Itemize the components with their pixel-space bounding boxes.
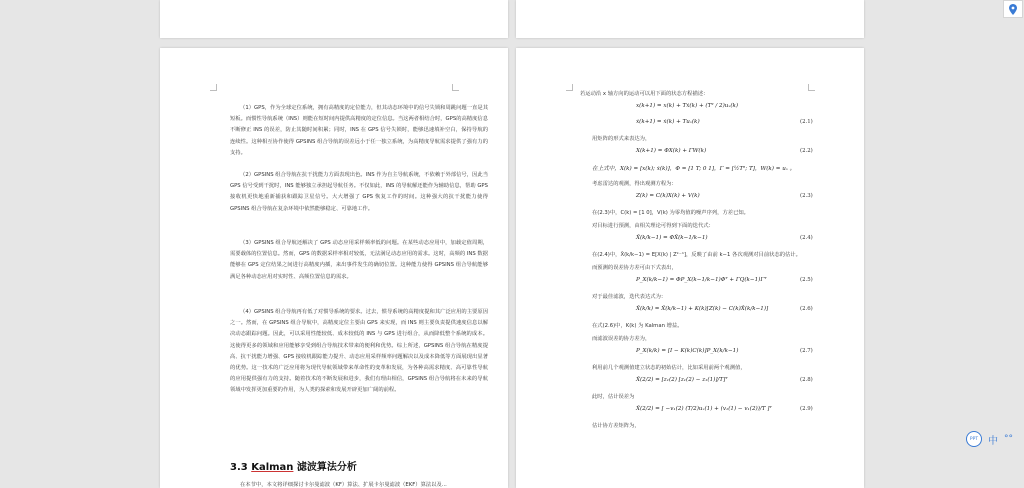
location-pin-icon [1009, 4, 1017, 15]
equation: ẋ(k+1) = ẋ(k) + Tuₓ(k) [636, 119, 700, 125]
equation-number: (2.8) [800, 377, 813, 383]
body-text-line: 在(2.3)中，C(k) = [1 0]，V(k) 为零均值的噪声序列，方差已知。 [592, 210, 749, 216]
body-text-line: 对于最佳滤波，迭代表达式为： [592, 294, 667, 300]
section-heading [230, 458, 357, 473]
equation: x(k+1) = x(k) + Tẋ(k) + (T² / 2)uₓ(k) [636, 103, 739, 109]
equation: X̂(k/k−1) = ΦX̂(k−1/k−1) [636, 235, 708, 241]
scrollbar[interactable] [1020, 0, 1024, 483]
body-text-line: 估计协方差矩阵为， [592, 423, 640, 429]
equation: X̃(2/2) = [ −v₁(2) (T/2)uₓ(1) + (v₁(1) − v₁(2))/T ]ᵀ [636, 406, 772, 412]
equation-number: (2.7) [800, 348, 813, 354]
previous-page-right [516, 0, 864, 38]
equation: Z(k) = C(k)X(k) + V(k) [636, 193, 700, 199]
floating-toolbar [966, 430, 1013, 448]
equation-number: (2.3) [800, 193, 813, 199]
section-title: 滤波算法分析 [296, 462, 357, 473]
crop-mark [452, 84, 459, 91]
equation: X̂(2/2) = [z₁(2) [z₁(2) − z₁(1)]/T]ᵀ [636, 377, 728, 383]
document-page-left [160, 48, 508, 488]
body-text-line: 利用前几个观测值建立状态的初始估计，比如采用前两个观测值， [592, 365, 746, 371]
paragraph: （1）GPS，作为全球定位系统，拥有高精度的定位能力，但其动态环境中的信号失锁和周跳问题一直是其短板。而惯性导航系统（INS）则能在短时间内提供高精度的定位信息。当这两者相结合时，GPS的高精度信息不断修正 INS 的误差，防止其随时间积累；同时，INS 在 GPS 信号失锁时，能够迅速填补空白，保持导航的连续性。这种相互协作使得 GPSINS 组合导航的误差远小于任一独立系统，为高精度导航需求提供了强有力的支持。 [230, 105, 488, 156]
paragraph: （4）GPSINS 组合导航再有低了对惯导系统的要求。过去，惯导系统的高精度提和其广泛应用的主要原因之一。然而，在 GPSINS 组合导航中，高精度定位主要由 GPS 来实现，而 INS 则主要负责提供速度信息以解决动态跟踪问题。因此，可以采用性能较低、成本较低的 INS 与 GPS 进行组合，从而降低整个系统的成本。这使得更多的领域和应用能够享受到组合导航技术带来的便利和优势。综上所述，GPSINS 组合导航在精度提高、抗干扰能力增强、GPS 接收机跟踪能力提升、动态应用采样频率问题解决以及成本降低等方面展现出显著的优势。这一技术的广泛应用将为现代导航领域带来革命性的变革和发展，为各种高需求精度、高可靠性导航的应用提供强有力的支持。随着技术的不断发展和进步，我们有理由相信，GPSINS 组合导航将在未来的导航领域中发挥更加重要的作用，为人类的探索和发展开辟更加广阔的前程。 [230, 309, 488, 394]
section-number: 3.3 [230, 462, 248, 473]
body-text-line: 而滤波误差的协方差为， [592, 336, 651, 342]
body-text-line: 此时，估计误差为 [592, 394, 635, 400]
equation-number: (2.1) [800, 119, 813, 125]
body-text-line: 而预测的误差协方差可由下式表出， [592, 265, 677, 271]
previous-page-left [160, 0, 508, 38]
equation-number: (2.4) [800, 235, 813, 241]
body-text-line: 在(2.4)中，X̂(k/k−1) = E[X(k) | Zᵏ⁻¹]，反映了由前 k−1 各次观测对目前状态的估计。 [592, 252, 801, 258]
equation: P_X(k/k) = [I − K(k)C(k)]P_X(k/k−1) [636, 348, 739, 354]
crop-mark [566, 84, 573, 91]
equation: P_X(k/k−1) = ΦP_X(k−1/k−1)Φᵀ + ΓQ(k−1)Γᵀ [636, 277, 767, 283]
body-text-line: 用矩阵的形式来表达为， [592, 136, 651, 142]
ppt-badge-icon[interactable]: PPT [966, 431, 982, 447]
equation: 在上式中，X(k) = [x(k); ẋ(k)]，Φ = [1 T; 0 1]，Γ = [½T²; T]，W(k) = uₓ 。 [592, 166, 796, 172]
paragraph: （2）GPSINS 组合导航在抗干扰能力方面表现出色。INS 作为自主导航系统，不依赖于外部信号，因此当 GPS 信号受到干扰时，INS 能够独立承担起导航任务。不仅如此，INS 的导航解还能作为辅助信息，帮助 GPS 接收机更快地重新捕获和跟踪卫星信号。大大增强了 GPS 恢复工作的时间。这种强大的抗干扰能力使得 GPSINS 组合导航在复杂环境中依然能够稳定、可靠地工作。 [230, 172, 488, 212]
equation-number: (2.6) [800, 306, 813, 312]
more-dots-icon[interactable]: °° [1004, 434, 1013, 444]
document-page-right [516, 48, 864, 488]
equation: X(k+1) = ΦX(k) + ΓW(k) [636, 148, 707, 154]
equation-number: (2.9) [800, 406, 813, 412]
body-text-line: 在式(2.6)中，K(k) 为 Kalman 增益。 [592, 323, 683, 329]
body-text-line: 若运动沿 x 轴方向的运动可以用下面的状态方程描述： [580, 91, 709, 97]
equation: X̂(k/k) = X̂(k/k−1) + K(k)[Z(k) − C(k)X̂(k/k−1)] [636, 306, 769, 312]
language-toggle[interactable]: 中 [988, 435, 998, 447]
paragraph: 在本节中，本文将详细探讨卡尔曼滤波（KF）算法、扩展卡尔曼滤波（EKF）算法以及... [240, 482, 447, 488]
equation-number: (2.2) [800, 148, 813, 154]
body-text-line: 对目标进行预测，由相关理论可得到下面的迭代式： [592, 223, 714, 229]
body-text-line: 考虑雷达的观测，得出观测方程为： [592, 181, 677, 187]
location-button[interactable] [1003, 0, 1023, 18]
crop-mark [210, 84, 217, 91]
section-word: Kalman [251, 462, 294, 473]
equation-number: (2.5) [800, 277, 813, 283]
paragraph: （3）GPSINS 组合导航还解决了 GPS 动态应用采样频率低的问题。在某些动态应用中，加载定值周期，需要载体的位置信息。然而，GPS 的数据采样率相对较低，无法满足动态应用的需求。这时，高频的 INS 数据能够在 GPS 定位结果之间进行高精度内插，来出事件发生的确切位置。这种能力使得 GPSINS 组合导航能够满足各种动态应用对实时性、高频位置信息的需求。 [230, 240, 488, 280]
